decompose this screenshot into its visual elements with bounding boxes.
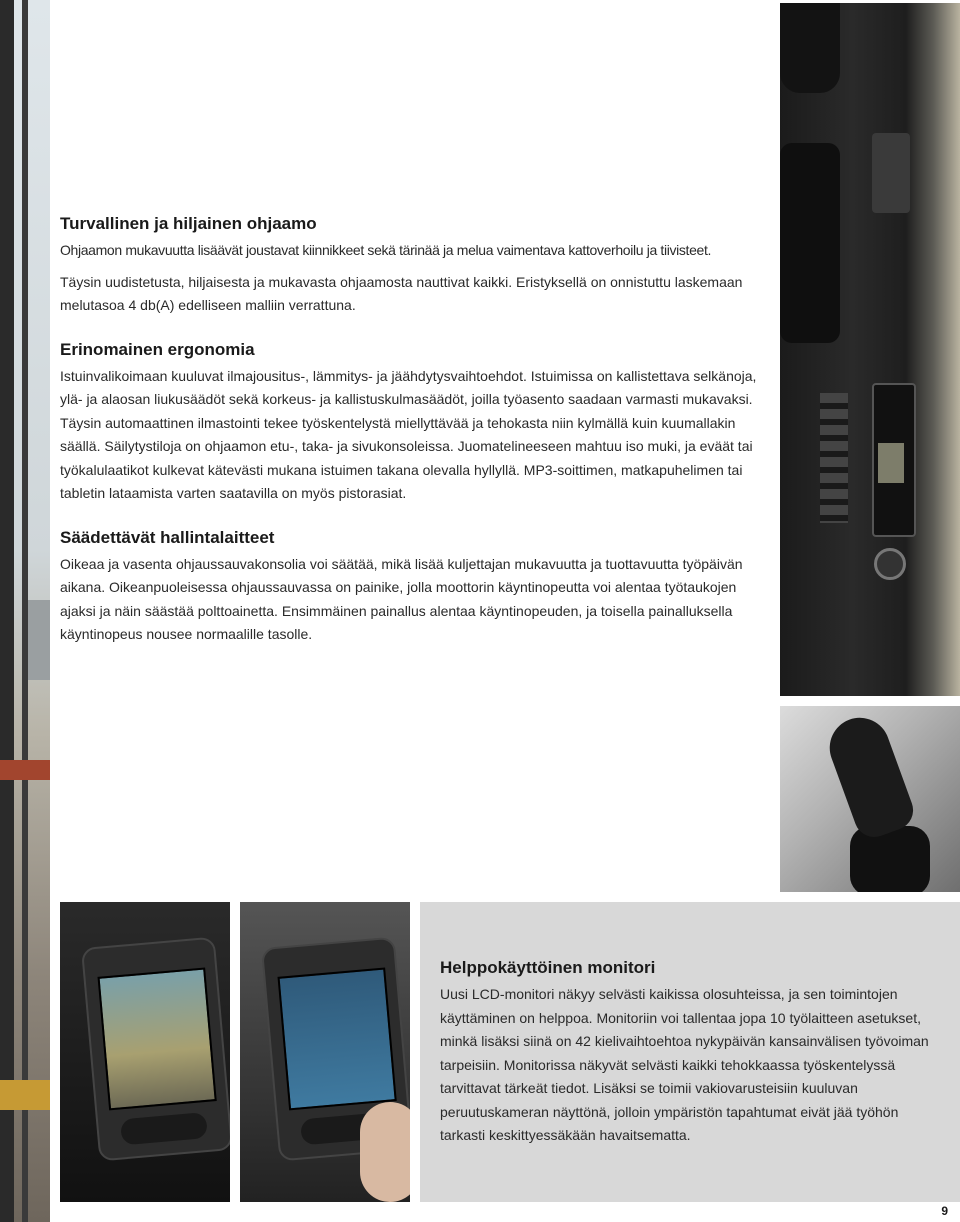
section-controls (60, 528, 775, 647)
section-title-controls: Säädettävät hallintalaitteet (60, 527, 275, 547)
section-cab-paragraph-2: Täysin uudistetusta, hiljaisesta ja mukavasta ohjaamosta nauttivat kaikki. Eristyksellä on onnistuttu laskemaan melutasoa 4 db(A) edelliseen malliin verrattuna. (60, 273, 743, 313)
section-controls-paragraph: Oikeaa ja vasenta ohjaussauvakonsolia voi säätää, mikä lisää kuljettajan mukavuutta ja tuottavuutta työpäivän aikana. Oikeanpuoleisessa ohjaussauvassa on painike, jolla moottorin käyntinopeutta voi alentaa työtaukojen ajaksi ja näin säästää polttoainetta. Ensimmäinen painallus alentaa käyntinopeuden, ja toisella painalluksella käyntinopeus nousee normaalille tasolle. (60, 555, 743, 642)
joystick-photo (780, 706, 960, 892)
section-ergonomics (60, 340, 775, 506)
monitor-box-paragraph: Uusi LCD-monitori näkyy selvästi kaikissa olosuhteissa, ja sen toimintojen käyttäminen on helppoa. Monitoriin voi tallentaa jopa 10 työlaitteen asetukset, minkä lisäksi siinä on 42 kielivaihtoehtoa nykypäivän kansainvälisen työvoiman tarpeisiin. Monitorissa näkyvät selvästi kaikki tehokkaassa työskentelyssä tarvittavat tärkeät tiedot. Lisäksi se toimii vakiovarusteisiin kuuluvan peruutuskameran näyttönä, jolloin ympäristön tapahtumat eivät jää työhön tarkasti keskittyessäkään havaitsematta. (440, 986, 929, 1143)
section-ergonomics-paragraph: Istuinvalikoimaan kuuluvat ilmajousitus-, lämmitys- ja jäähdytysvaihtoehdot. Istuimissa on kallistettava selkänoja, ylä- ja alaosan liukusäädöt sekä korkeus- ja kallistuskulmasäädöt, joilla työasento saadaan varmasti mukavaksi. Täysin automaattinen ilmastointi tekee työskentelystä miellyttävää ja tehokasta niin kylmällä kuin kuumallakin säällä. Säilytystiloja on ohjaamon etu-, taka- ja sivukonsoleissa. Juomatelineeseen mahtuu iso muki, ja eväät tai työkalulaatikot kulkevat kätevästi mukana istuimen takana olevalla hyllyllä. MP3-soittimen, matkapuhelimen tai tabletin lataamista varten saatavilla on myös pistorasiat. (60, 367, 757, 501)
monitor-box-title: Helppokäyttöinen monitori (440, 958, 656, 977)
page-number: 9 (941, 1204, 948, 1218)
monitor-camera-view-photo (60, 902, 230, 1202)
section-cab (60, 214, 775, 318)
monitor-box-text (440, 958, 945, 1148)
section-title-cab: Turvallinen ja hiljainen ohjaamo (60, 214, 317, 233)
section-title-ergonomics: Erinomainen ergonomia (60, 339, 255, 359)
main-text-column (60, 214, 775, 669)
cab-window-photo (0, 0, 50, 1222)
section-cab-paragraph-1: Ohjaamon mukavuutta lisäävät joustavat kiinnikkeet sekä tärinää ja melua vaimentava kattoverhoilu ja tiivisteet. (60, 242, 712, 258)
cab-console-photo (780, 3, 960, 696)
monitor-menu-photo (240, 902, 410, 1202)
